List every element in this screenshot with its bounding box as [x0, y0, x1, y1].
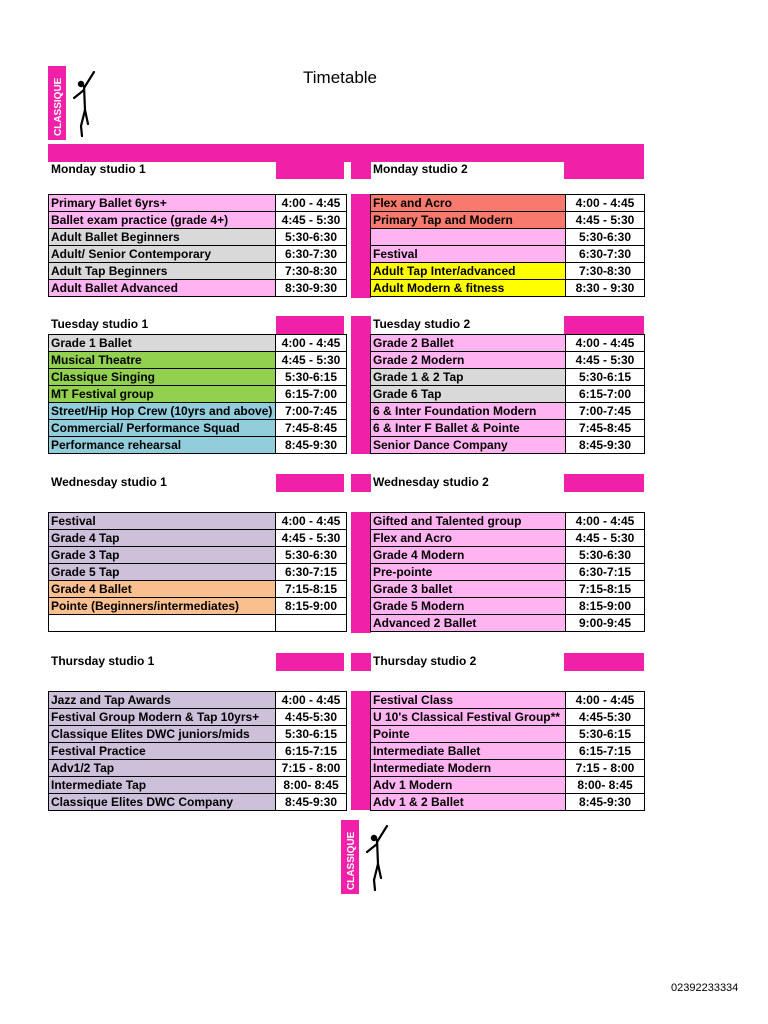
time-cell: 6:30-7:30 — [276, 246, 347, 263]
class-name-cell: Classique Singing — [49, 369, 276, 386]
schedule-row — [371, 615, 645, 632]
time-cell: 5:30-6:15 — [276, 726, 347, 743]
time-cell: 7:45-8:45 — [276, 420, 347, 437]
class-name-cell: Adult Modern & fitness — [371, 280, 566, 297]
time-cell: 6:15-7:15 — [276, 743, 347, 760]
time-cell: 9:00-9:45 — [566, 615, 645, 632]
class-name-cell: MT Festival group — [49, 386, 276, 403]
schedule-row — [49, 743, 347, 760]
time-cell: 6:30-7:30 — [566, 246, 645, 263]
header-pink-cell — [564, 653, 644, 671]
header-pink-cell — [564, 161, 644, 179]
svg-text:CLASSIQUE: CLASSIQUE — [53, 77, 64, 136]
schedule-row — [49, 564, 347, 581]
time-cell: 5:30-6:30 — [566, 229, 645, 246]
time-cell: 6:15-7:00 — [276, 386, 347, 403]
schedule-row — [49, 195, 347, 212]
time-cell: 7:45-8:45 — [566, 420, 645, 437]
class-name-cell: Grade 5 Tap — [49, 564, 276, 581]
class-name-cell: Festival — [371, 246, 566, 263]
time-cell: 7:15 - 8:00 — [276, 760, 347, 777]
column-divider — [351, 691, 371, 810]
section-label: Wednesday studio 2 — [373, 475, 489, 489]
class-name-cell: Adult Ballet Advanced — [49, 280, 276, 297]
schedule-row — [49, 581, 347, 598]
time-cell: 4:00 - 4:45 — [566, 335, 645, 352]
header-pink-cell — [276, 161, 344, 179]
class-name-cell: Grade 4 Modern — [371, 547, 566, 564]
time-cell: 6:30-7:15 — [276, 564, 347, 581]
tuesday-studio2-table — [370, 334, 645, 454]
time-cell: 4:45 - 5:30 — [566, 212, 645, 229]
header-pink-cell — [564, 474, 644, 492]
class-name-cell: Adult Ballet Beginners — [49, 229, 276, 246]
section-label: Thursday studio 2 — [373, 654, 477, 668]
class-name-cell: Grade 2 Modern — [371, 352, 566, 369]
schedule-row — [371, 386, 645, 403]
class-name-cell: Grade 3 Tap — [49, 547, 276, 564]
schedule-row — [371, 726, 645, 743]
class-name-cell — [49, 615, 276, 632]
time-cell: 7:15 - 8:00 — [566, 760, 645, 777]
time-cell: 8:45-9:30 — [276, 794, 347, 811]
schedule-row — [49, 369, 347, 386]
time-cell: 4:45-5:30 — [566, 709, 645, 726]
section-label: Tuesday studio 1 — [51, 317, 149, 331]
schedule-row — [49, 263, 347, 280]
time-cell: 6:30-7:15 — [566, 564, 645, 581]
time-cell: 7:30-8:30 — [276, 263, 347, 280]
schedule-row — [49, 598, 347, 615]
class-name-cell: Gifted and Talented group — [371, 513, 566, 530]
time-cell: 7:15-8:15 — [566, 581, 645, 598]
class-name-cell: Flex and Acro — [371, 530, 566, 547]
time-cell: 8:45-9:30 — [566, 794, 645, 811]
schedule-row — [371, 581, 645, 598]
schedule-row — [371, 760, 645, 777]
header-pink-cell — [276, 316, 344, 334]
class-name-cell: Senior Dance Company — [371, 437, 566, 454]
time-cell: 7:00-7:45 — [566, 403, 645, 420]
schedule-row — [371, 437, 645, 454]
class-name-cell: Festival Practice — [49, 743, 276, 760]
class-name-cell: Adv 1 Modern — [371, 777, 566, 794]
class-name-cell: Grade 6 Tap — [371, 386, 566, 403]
class-name-cell: U 10's Classical Festival Group** — [371, 709, 566, 726]
schedule-row — [371, 598, 645, 615]
header-pink-cell — [564, 316, 644, 334]
time-cell: 4:00 - 4:45 — [276, 335, 347, 352]
schedule-row — [49, 547, 347, 564]
class-name-cell: Intermediate Ballet — [371, 743, 566, 760]
schedule-row — [371, 195, 645, 212]
schedule-row — [371, 777, 645, 794]
section-label: Thursday studio 1 — [51, 654, 155, 668]
wednesday-studio2-header — [370, 474, 644, 492]
schedule-row — [49, 212, 347, 229]
class-name-cell: Grade 2 Ballet — [371, 335, 566, 352]
section-label: Wednesday studio 1 — [51, 475, 167, 489]
schedule-row — [371, 530, 645, 547]
schedule-row — [49, 726, 347, 743]
class-name-cell: Classique Elites DWC Company — [49, 794, 276, 811]
schedule-row — [49, 386, 347, 403]
class-name-cell: 6 & Inter F Ballet & Pointe — [371, 420, 566, 437]
schedule-row — [49, 709, 347, 726]
time-cell: 5:30-6:15 — [276, 369, 347, 386]
class-name-cell: Intermediate Tap — [49, 777, 276, 794]
class-name-cell: Performance rehearsal — [49, 437, 276, 454]
time-cell: 4:00 - 4:45 — [276, 692, 347, 709]
schedule-row — [49, 513, 347, 530]
time-cell: 7:30-8:30 — [566, 263, 645, 280]
class-name-cell: Pointe (Beginners/intermediates) — [49, 598, 276, 615]
column-divider — [351, 316, 371, 454]
tuesday-studio1-table — [48, 334, 347, 454]
schedule-row — [371, 369, 645, 386]
monday-studio2-table — [370, 194, 645, 297]
svg-text:CLASSIQUE: CLASSIQUE — [346, 831, 357, 890]
time-cell: 8:15-9:00 — [276, 598, 347, 615]
monday-studio1-header — [48, 161, 344, 179]
dancer-logo-icon — [341, 820, 393, 894]
class-name-cell — [371, 229, 566, 246]
schedule-row — [371, 212, 645, 229]
section-label: Monday studio 2 — [373, 162, 468, 176]
time-cell: 5:30-6:15 — [566, 369, 645, 386]
schedule-row — [371, 547, 645, 564]
class-name-cell: Grade 4 Tap — [49, 530, 276, 547]
class-name-cell: Grade 5 Modern — [371, 598, 566, 615]
time-cell: 4:45 - 5:30 — [276, 352, 347, 369]
thursday-studio2-table — [370, 691, 645, 811]
class-name-cell: Pointe — [371, 726, 566, 743]
schedule-row — [49, 615, 347, 632]
tuesday-studio1-header — [48, 316, 344, 334]
schedule-row — [49, 229, 347, 246]
schedule-row — [371, 263, 645, 280]
time-cell: 8:15-9:00 — [566, 598, 645, 615]
time-cell: 7:15-8:15 — [276, 581, 347, 598]
time-cell: 4:00 - 4:45 — [566, 513, 645, 530]
column-divider — [351, 474, 371, 492]
time-cell: 5:30-6:30 — [276, 229, 347, 246]
class-name-cell: Primary Tap and Modern — [371, 212, 566, 229]
schedule-row — [49, 777, 347, 794]
class-name-cell: Street/Hip Hop Crew (10yrs and above) — [49, 403, 276, 420]
schedule-row — [49, 352, 347, 369]
schedule-row — [371, 352, 645, 369]
schedule-row — [371, 743, 645, 760]
time-cell: 4:45 - 5:30 — [276, 212, 347, 229]
class-name-cell: Grade 4 Ballet — [49, 581, 276, 598]
thursday-studio1-header — [48, 653, 344, 671]
phone-number: 02392233334 — [671, 982, 739, 994]
time-cell: 8:30-9:30 — [276, 280, 347, 297]
schedule-row — [371, 335, 645, 352]
column-divider — [351, 653, 371, 671]
schedule-row — [371, 692, 645, 709]
time-cell: 4:45 - 5:30 — [566, 352, 645, 369]
thursday-studio1-table — [48, 691, 347, 811]
time-cell: 8:45-9:30 — [276, 437, 347, 454]
header-pink-cell — [276, 474, 344, 492]
column-divider — [351, 194, 371, 298]
section-label: Tuesday studio 2 — [373, 317, 471, 331]
class-name-cell: Jazz and Tap Awards — [49, 692, 276, 709]
class-name-cell: Grade 1 & 2 Tap — [371, 369, 566, 386]
schedule-row — [49, 437, 347, 454]
time-cell: 8:45-9:30 — [566, 437, 645, 454]
wednesday-studio1-table — [48, 512, 347, 632]
monday-studio1-table — [48, 194, 347, 297]
wednesday-studio1-header — [48, 474, 344, 492]
time-cell: 5:30-6:30 — [566, 547, 645, 564]
classique-logo — [48, 66, 100, 140]
wednesday-studio2-table — [370, 512, 645, 632]
dancer-logo-icon — [48, 66, 100, 140]
time-cell: 7:00-7:45 — [276, 403, 347, 420]
schedule-row — [49, 280, 347, 297]
class-name-cell: Adult/ Senior Contemporary — [49, 246, 276, 263]
column-divider — [351, 512, 371, 633]
class-name-cell: Adult Tap Beginners — [49, 263, 276, 280]
schedule-row — [371, 794, 645, 811]
class-name-cell: Adult Tap Inter/advanced — [371, 263, 566, 280]
schedule-row — [49, 335, 347, 352]
section-label: Monday studio 1 — [51, 162, 146, 176]
classique-logo-bottom — [341, 820, 393, 894]
schedule-row — [371, 246, 645, 263]
schedule-row — [371, 709, 645, 726]
time-cell: 6:15-7:00 — [566, 386, 645, 403]
time-cell: 4:00 - 4:45 — [566, 195, 645, 212]
class-name-cell: Adv 1 & 2 Ballet — [371, 794, 566, 811]
schedule-row — [371, 564, 645, 581]
time-cell: 4:45 - 5:30 — [566, 530, 645, 547]
schedule-row — [49, 420, 347, 437]
schedule-row — [371, 229, 645, 246]
class-name-cell: Grade 3 ballet — [371, 581, 566, 598]
class-name-cell: Advanced 2 Ballet — [371, 615, 566, 632]
schedule-row — [49, 246, 347, 263]
time-cell: 4:00 - 4:45 — [276, 513, 347, 530]
class-name-cell: Classique Elites DWC juniors/mids — [49, 726, 276, 743]
schedule-row — [49, 530, 347, 547]
header-accent-bar — [48, 144, 644, 162]
header-pink-cell — [276, 653, 344, 671]
schedule-row — [371, 420, 645, 437]
class-name-cell: Commercial/ Performance Squad — [49, 420, 276, 437]
time-cell: 8:30 - 9:30 — [566, 280, 645, 297]
time-cell: 5:30-6:30 — [276, 547, 347, 564]
time-cell: 4:00 - 4:45 — [566, 692, 645, 709]
time-cell: 8:00- 8:45 — [566, 777, 645, 794]
monday-studio2-header — [370, 161, 644, 179]
thursday-studio2-header — [370, 653, 644, 671]
time-cell: 4:00 - 4:45 — [276, 195, 347, 212]
time-cell: 4:45 - 5:30 — [276, 530, 347, 547]
class-name-cell: Festival — [49, 513, 276, 530]
schedule-row — [49, 794, 347, 811]
tuesday-studio2-header — [370, 316, 644, 334]
time-cell — [276, 615, 347, 632]
schedule-row — [49, 403, 347, 420]
class-name-cell: Festival Group Modern & Tap 10yrs+ — [49, 709, 276, 726]
time-cell: 6:15-7:15 — [566, 743, 645, 760]
class-name-cell: Festival Class — [371, 692, 566, 709]
schedule-row — [371, 513, 645, 530]
schedule-row — [371, 280, 645, 297]
column-divider — [351, 161, 371, 179]
time-cell: 8:00- 8:45 — [276, 777, 347, 794]
time-cell: 4:45-5:30 — [276, 709, 347, 726]
class-name-cell: Primary Ballet 6yrs+ — [49, 195, 276, 212]
schedule-row — [371, 403, 645, 420]
schedule-row — [49, 692, 347, 709]
page-title: Timetable — [303, 68, 378, 87]
class-name-cell: Grade 1 Ballet — [49, 335, 276, 352]
time-cell: 5:30-6:15 — [566, 726, 645, 743]
class-name-cell: Flex and Acro — [371, 195, 566, 212]
class-name-cell: Intermediate Modern — [371, 760, 566, 777]
class-name-cell: Ballet exam practice (grade 4+) — [49, 212, 276, 229]
class-name-cell: 6 & Inter Foundation Modern — [371, 403, 566, 420]
class-name-cell: Pre-pointe — [371, 564, 566, 581]
class-name-cell: Adv1/2 Tap — [49, 760, 276, 777]
class-name-cell: Musical Theatre — [49, 352, 276, 369]
schedule-row — [49, 760, 347, 777]
